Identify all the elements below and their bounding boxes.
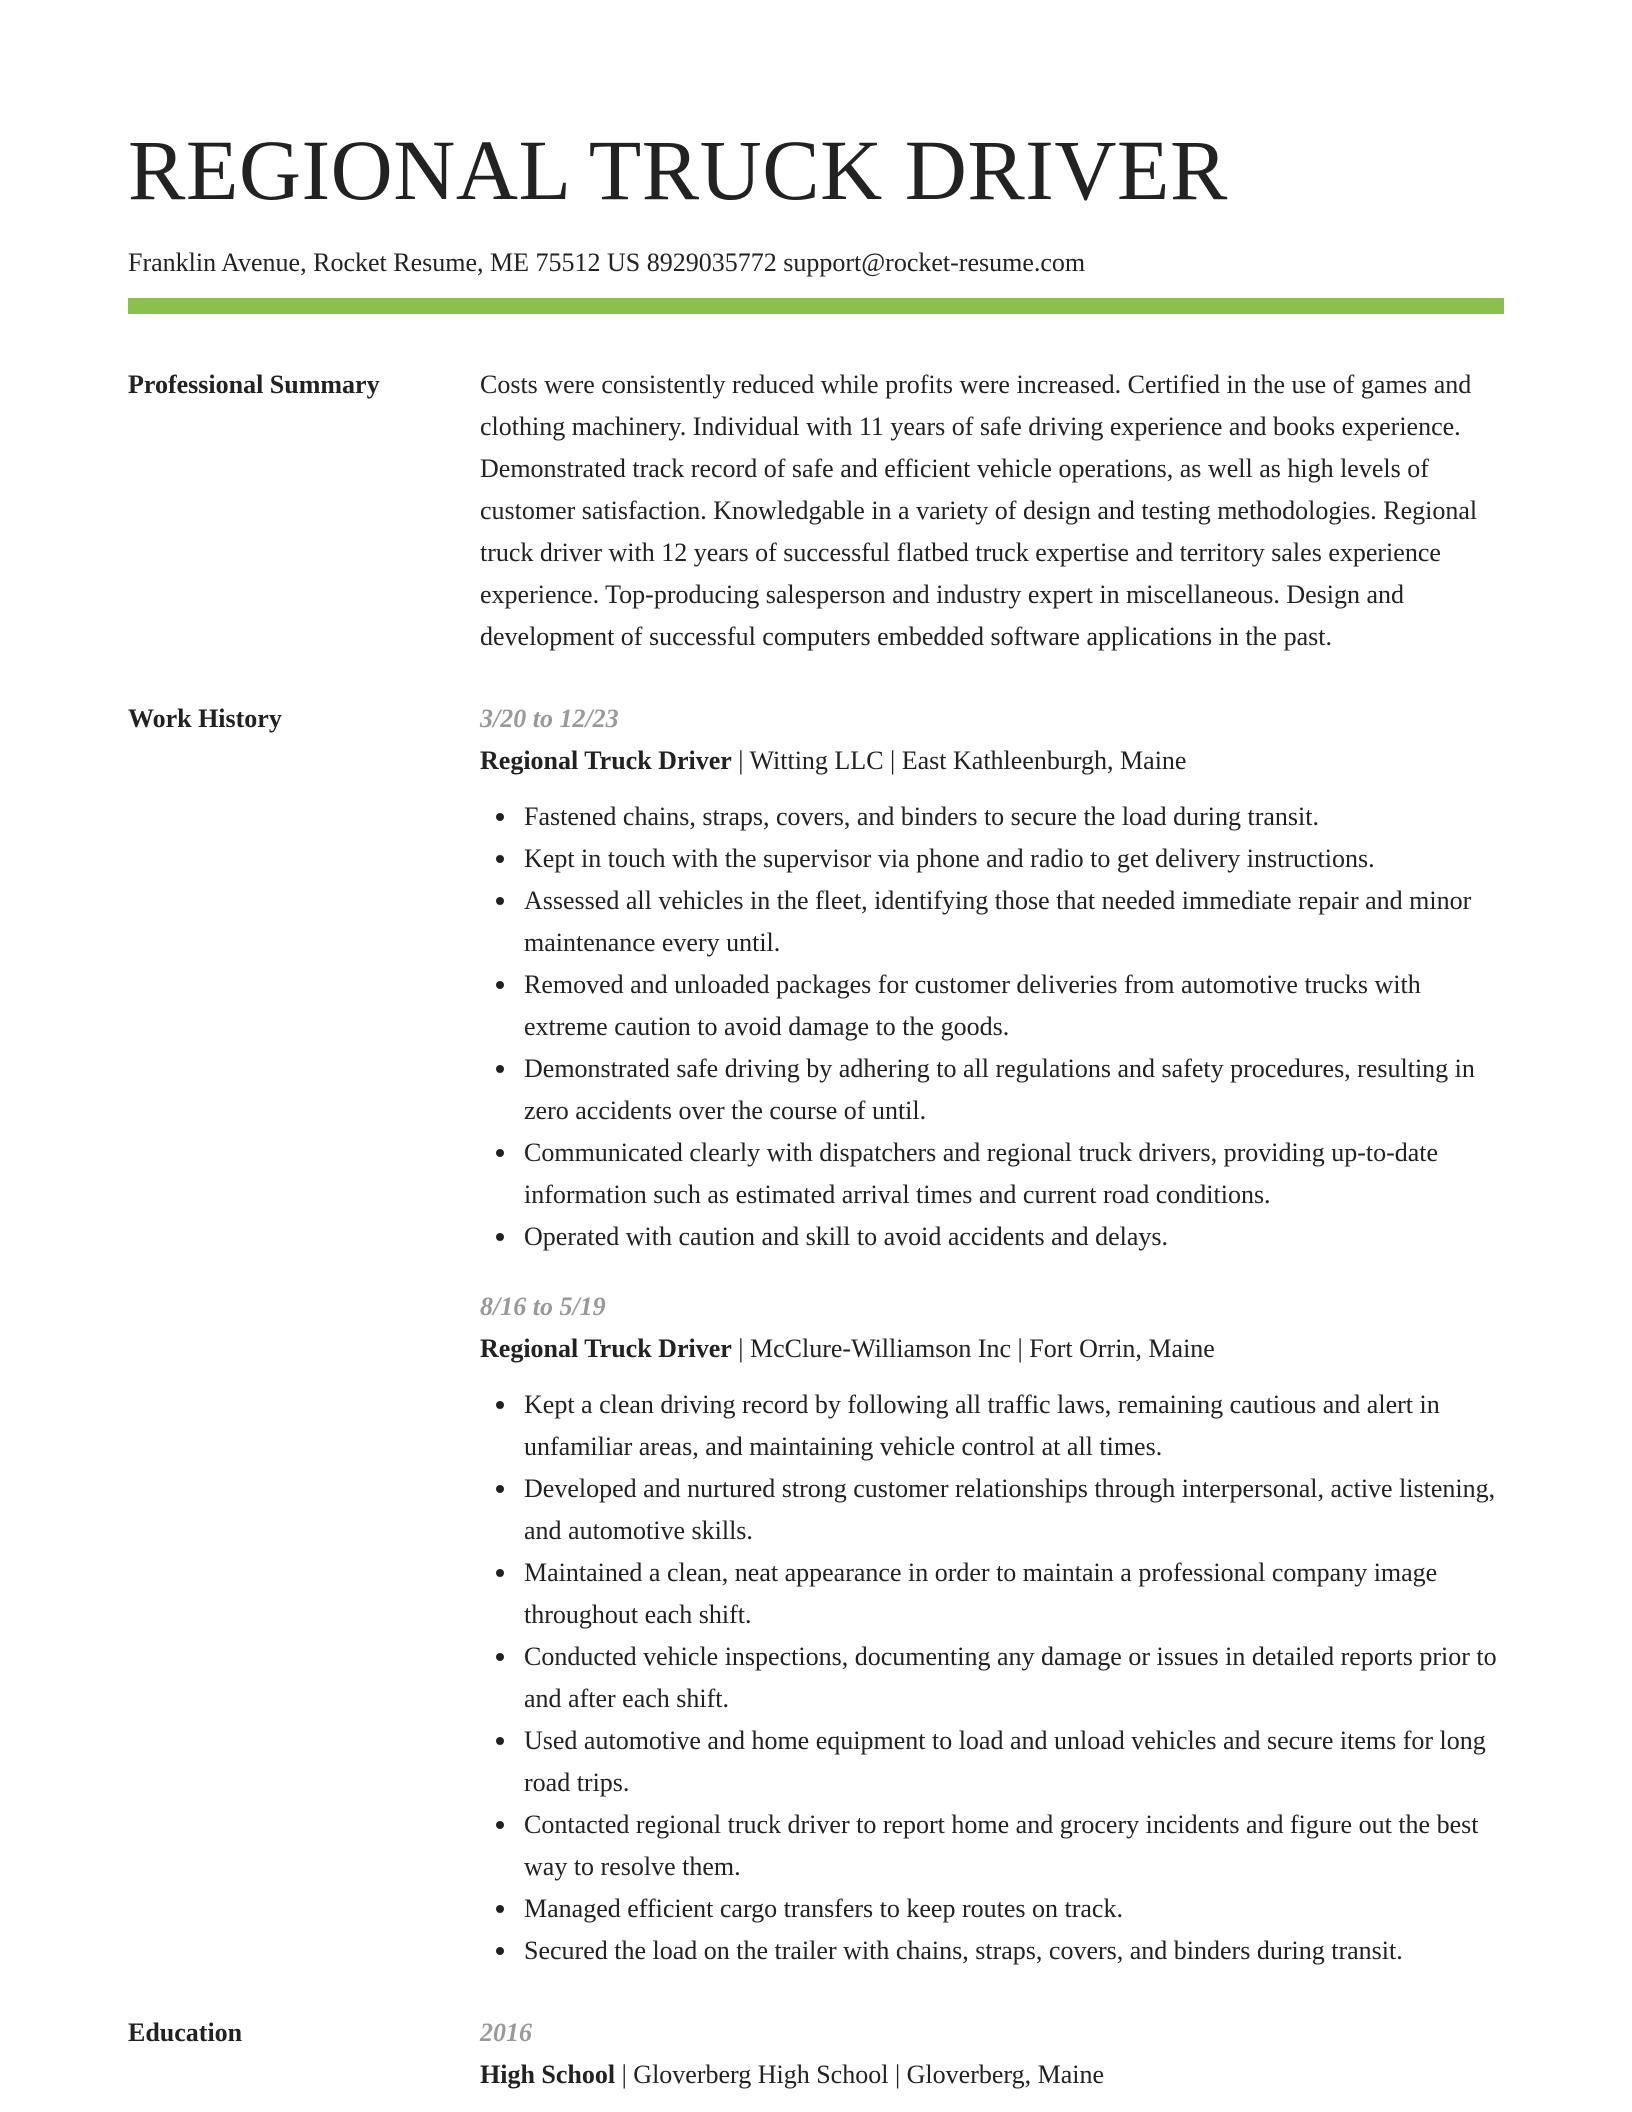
education-line [480, 2054, 1504, 2096]
job-dates: 3/20 to 12/23 [480, 704, 619, 733]
resume-title: REGIONAL TRUCK DRIVER [128, 122, 1228, 218]
job-company-location: | Witting LLC | East Kathleenburgh, Maine [731, 746, 1187, 775]
job-bullet: Maintained a clean, neat appearance in order to maintain a professional company image throughout each shift. [524, 1552, 1504, 1636]
education-body [480, 2012, 1504, 2096]
section-label-work-history: Work History [128, 704, 282, 733]
job-bullet: Kept in touch with the supervisor via phone and radio to get delivery instructions. [524, 838, 1504, 880]
job-bullet: Developed and nurtured strong customer relationships through interpersonal, active listening, and automotive skills. [524, 1468, 1504, 1552]
summary-text: Costs were consistently reduced while profits were increased. Certified in the use of games and clothing machinery. Individual with 11 years of safe driving experience and books experience. Demonstrated track record of safe and efficient vehicle operations, as well as high levels of customer satisfaction. Knowledgable in a variety of design and testing methodologies. Regional truck driver with 12 years of successful flatbed truck expertise and territory sales experience experience. Top-producing salesperson and industry expert in miscellaneous. Design and development of successful computers embedded software applications in the past. [480, 370, 1478, 651]
education-school-location: | Gloverberg High School | Gloverberg, Maine [615, 2060, 1105, 2089]
job-bullet-list [480, 1384, 1504, 1972]
job-bullet: Kept a clean driving record by following all traffic laws, remaining cautious and alert in unfamiliar areas, and maintaining vehicle control at all times. [524, 1384, 1504, 1468]
resume-page [128, 0, 1504, 2096]
job-bullet-list [480, 796, 1504, 1258]
job-bullet: Fastened chains, straps, covers, and binders to secure the load during transit. [524, 796, 1504, 838]
education-year: 2016 [480, 2018, 532, 2047]
job-bullet: Contacted regional truck driver to report home and grocery incidents and figure out the best way to resolve them. [524, 1804, 1504, 1888]
section-label-summary: Professional Summary [128, 370, 380, 399]
job-bullet: Used automotive and home equipment to load and unload vehicles and secure items for long road trips. [524, 1720, 1504, 1804]
job-bullet: Communicated clearly with dispatchers and regional truck drivers, providing up-to-date information such as estimated arrival times and current road conditions. [524, 1132, 1504, 1216]
contact-line: Franklin Avenue, Rocket Resume, ME 75512 US 8929035772 support@rocket-resume.com [128, 248, 1086, 277]
job-bullet: Managed efficient cargo transfers to keep routes on track. [524, 1888, 1504, 1930]
job-role-line [480, 1328, 1504, 1370]
job-role-line [480, 740, 1504, 782]
accent-divider [128, 298, 1504, 314]
work-history-body [480, 698, 1504, 1972]
job-bullet: Operated with caution and skill to avoid accidents and delays. [524, 1216, 1504, 1258]
job-entry [480, 698, 1504, 1258]
job-bullet: Secured the load on the trailer with chains, straps, covers, and binders during transit. [524, 1930, 1504, 1972]
job-bullet: Assessed all vehicles in the fleet, identifying those that needed immediate repair and minor maintenance every until. [524, 880, 1504, 964]
job-title: Regional Truck Driver [480, 746, 732, 775]
section-label-education: Education [128, 2018, 243, 2047]
education-degree: High School [480, 2060, 616, 2089]
job-bullet: Removed and unloaded packages for customer deliveries from automotive trucks with extreme caution to avoid damage to the goods. [524, 964, 1504, 1048]
job-dates: 8/16 to 5/19 [480, 1292, 606, 1321]
work-history-section [128, 698, 1504, 1972]
education-section [128, 2012, 1504, 2096]
job-entry [480, 1286, 1504, 1972]
job-title: Regional Truck Driver [480, 1334, 732, 1363]
job-bullet: Conducted vehicle inspections, documenting any damage or issues in detailed reports prior to and after each shift. [524, 1636, 1504, 1720]
summary-body [480, 364, 1504, 658]
job-bullet: Demonstrated safe driving by adhering to all regulations and safety procedures, resulting in zero accidents over the course of until. [524, 1048, 1504, 1132]
summary-section [128, 364, 1504, 658]
job-company-location: | McClure-Williamson Inc | Fort Orrin, Maine [731, 1334, 1215, 1363]
